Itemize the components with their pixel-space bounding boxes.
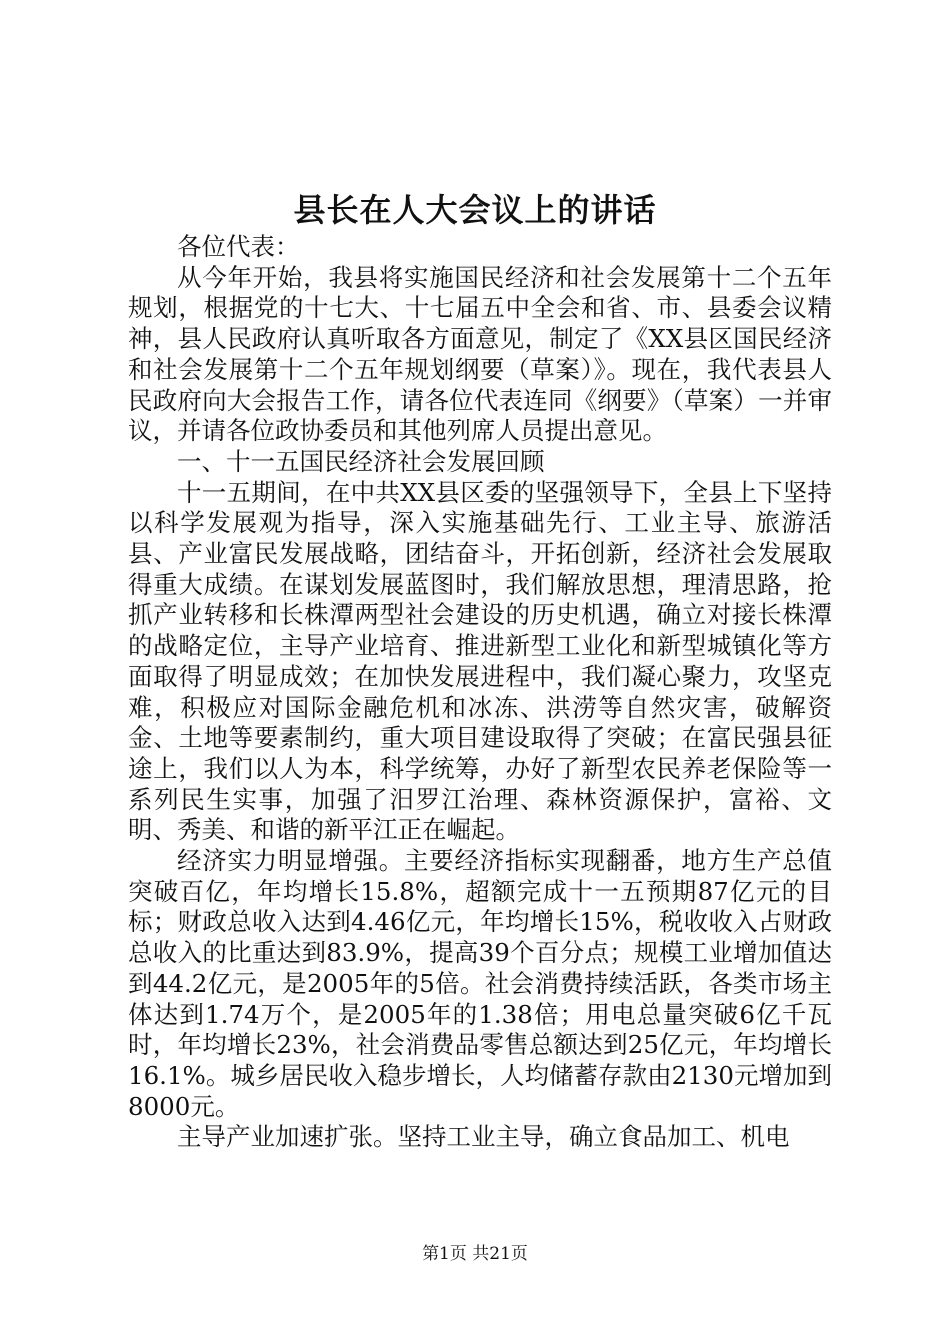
- document-title: 县长在人大会议上的讲话: [293, 191, 657, 229]
- body-paragraph: 从今年开始，我县将实施国民经济和社会发展第十二个五年规划，根据党的十七大、十七届五中全会和省、市、县委会议精神，县人民政府认真听取各方面意见，制定了《XX县区国民经济和社会发展第十二个五年规划纲要（草案）》。现在，我代表县人民政府向大会报告工作，请各位代表连同《纲要》（草案）一并审议，并请各位政协委员和其他列席人员提出意见。: [128, 262, 832, 446]
- document-body: [128, 232, 832, 1153]
- body-paragraph: 十一五期间，在中共XX县区委的坚强领导下，全县上下坚持以科学发展观为指导，深入实施基础先行、工业主导、旅游活县、产业富民发展战略，团结奋斗，开拓创新，经济社会发展取得重大成绩。在谋划发展蓝图时，我们解放思想，理清思路，抢抓产业转移和长株潭两型社会建设的历史机遇，确立对接长株潭的战略定位，主导产业培育、推进新型工业化和新型城镇化等方面取得了明显成效；在加快发展进程中，我们凝心聚力，攻坚克难，积极应对国际金融危机和冰冻、洪涝等自然灾害，破解资金、土地等要素制约，重大项目建设取得了突破；在富民强县征途上，我们以人为本，科学统筹，办好了新型农民养老保险等一系列民生实事，加强了汨罗江治理、森林资源保护，富裕、文明、秀美、和谐的新平江正在崛起。: [128, 477, 832, 845]
- page-number-footer: 第1页 共21页: [422, 1244, 528, 1264]
- salutation-paragraph: 各位代表：: [177, 232, 300, 261]
- section-heading: 一、十一五国民经济社会发展回顾: [177, 446, 545, 476]
- body-paragraph: 经济实力明显增强。主要经济指标实现翻番，地方生产总值突破百亿，年均增长15.8%，超额完成十一五预期87亿元的目标；财政总收入达到4.46亿元，年均增长15%，税收收入占财政总收入的比重达到83.9%，提高39个百分点；规模工业增加值达到44.2亿元，是2005年的5倍。社会消费持续活跃，各类市场主体达到1.74万个，是2005年的1.38倍；用电总量突破6亿千瓦时，年均增长23%，社会消费品零售总额达到25亿元，年均增长16.1%。城乡居民收入稳步增长，人均储蓄存款由2130元增加到8000元。: [128, 846, 832, 1121]
- body-paragraph: 主导产业加速扩张。坚持工业主导，确立食品加工、机电: [177, 1122, 790, 1152]
